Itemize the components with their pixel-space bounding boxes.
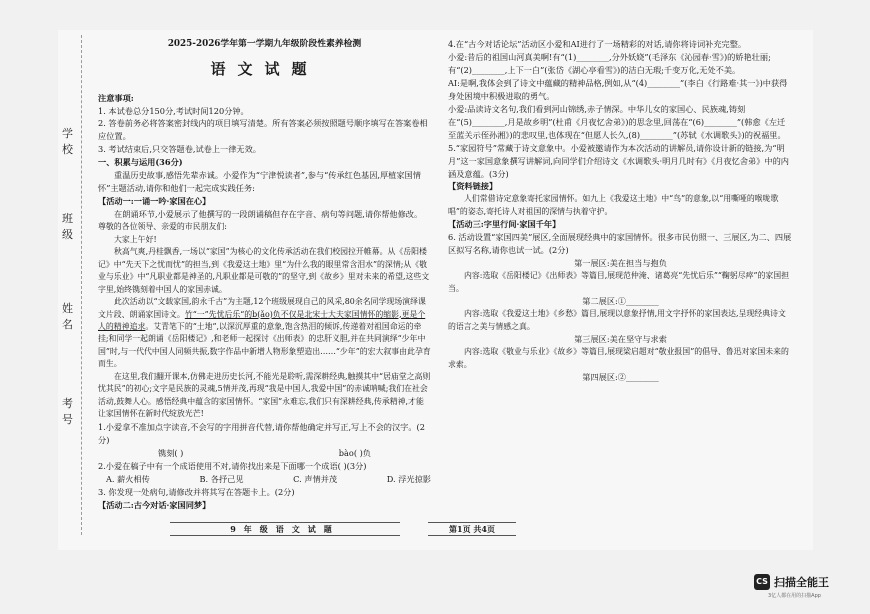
dialogue-line: 小爱:品读诗文名句,我们看到河山锦绣,赤子情深。中华儿女的家国心、民族魂,铸刻在“(5)________,月是故乡明”(杜甫《月夜忆舍弟》)的思念里,回荡在“(6)________”(韩愈《左迁至蓝关示侄孙湘》)的悲叹里,也体现在“但愿人长久,(8)________”(苏轼《水调歌头》)的祝福里。	[448, 103, 786, 140]
choice-d: D. 浮光掠影	[386, 473, 431, 484]
exam-name: 2025-2026学年第一学期九年级阶段性素养检测	[167, 39, 362, 49]
choice-b: B. 各抒己见	[199, 473, 244, 484]
logo-tagline: 3亿人都在用的扫描App	[768, 593, 821, 599]
zone-title: 第一展区:美在担当与抱负	[574, 258, 667, 269]
choice-c: C. 声情并茂	[293, 473, 338, 484]
notes-label: 注意事项:	[98, 92, 134, 103]
note-item: 1. 本试卷总分150分,考试时间120分钟。	[98, 105, 249, 116]
speech-greeting: 尊敬的各位领导、亲爱的市民朋友们:	[98, 222, 227, 232]
scanner-watermark	[754, 572, 864, 604]
binding-label: 学校	[62, 127, 73, 156]
binding-label: 考号	[62, 397, 73, 426]
question-1: 1.小爱拿不准加点字读音,不会写的字用拼音代替,请你帮他确定并写正,写上不会的汉字。(2分)	[98, 421, 425, 445]
material-label: 【资料链接】	[448, 181, 498, 192]
material-text: 人们常借诗定意象寄托家园情怀。如九上《我爱这土地》中“鸟”的意象,以“用嘶哑的喉咙歌唱”的姿态,寄托诗人对祖国的深情与执着守护。	[448, 194, 779, 216]
zone-content: 内容:选取《我爱这土地》《乡愁》篇目,展现以意象抒情,用文字抒怀的家国表达,呈现经典诗文的语言之美与情感之真。	[448, 309, 786, 331]
question-5: 5.“家园符号”常藏于诗文意象中。小爱被邀请作为本次活动的讲解员,请你设计新的链接,为“明月”这一家国意象撰写讲解词,向同学们介绍诗文《水调歌头·明月几时有》《月夜忆舍弟》中的内涵及意蕴。(3分)	[448, 142, 789, 179]
activity-heading: 【活动三:字里行间·家国千年】	[448, 219, 561, 230]
q1-item: bào( )负	[338, 447, 371, 458]
activity-intro: 在朗诵环节,小爱展示了他撰写的一段朗诵稿但存在字音、病句等问题,请你帮他修改。	[114, 209, 423, 220]
q1-item: 镌刻( )	[158, 447, 184, 458]
speech-hello: 大家上午好!	[114, 234, 157, 244]
speech-paragraph: 此次活动以“文载家国,韵永千古”为主题,12个班级展现自己的风采,80余名同学现场演绎课文片段、朗诵家国诗文。竹“一”先忧后乐“的b(ǎo)负不仅是北宋士大夫家国情怀的缩影,更是个人的精神追求。艾青笔下的“土地”,以深沉厚重的意象,饱含热泪的倾诉,传递着对祖国命运的牵挂;和同学一起朗诵《岳阳楼记》,和老师一起探讨《出师表》的忠肝义胆,并在共同演绎“少年中国”时,与一代代中国人同频共振,数字作品中新增人物形象塑造出……“少年”的宏大叙事由此孕育而生。	[98, 297, 431, 369]
underlined-sentence: 竹“一”先忧后乐“的b(ǎo)负不仅是北宋士大夫家国情怀的缩影,更是个人的精神追求	[98, 309, 426, 331]
dialogue-line: AI:是啊,我体会到了诗文中蕴藏的精神品格,例如,从“(4)________”(李白《行路难·其一》)中获得身处困境中积极进取的勇气。	[448, 77, 788, 101]
question-2: 2.小爱在稿子中有一个成语使用不对,请你找出来是下面哪一个成语( )(3分)	[98, 460, 367, 471]
binding-margin	[60, 35, 82, 535]
zone-title: 第二展区:①________	[582, 296, 659, 307]
speech-paragraph: 秋高气爽,丹桂飘香,一场以“家国”为核心的文化传承活动在我们校园拉开帷幕。从《岳阳楼记》中“先天下之忧而忧”的担当,到《我爱这土地》里“为什么我的眼里常含泪水”的深情;从《敬业与乐业》中“凡职业都是神圣的,凡职业都是可敬的”的坚守,到《故乡》里对未来的希望,这些文字里,始终镌刻着中国人的家国赤诚。	[98, 247, 430, 294]
right-column	[448, 38, 793, 384]
zone-title: 第四展区:②________	[582, 372, 659, 383]
speech-paragraph: 在这里,我们翻开课本,仿佛走进历史长河,不能光是聆听,需深耕经典,触摸其中“居庙堂之高则忧其民”的初心;文字是民族的灵魂,5情并茂,再现“我是中国人,我爱中国”的赤诚呐喊;我们在社会活动,鼓舞人心。感悟经典中蕴含的家国情怀。“家国”永难忘,我们只有深耕经典,传承精神,才能让家国情怀在新时代绽放光芒!	[98, 371, 431, 419]
camscanner-logo-icon: CS	[754, 574, 770, 590]
note-item: 3. 考试结束后,只交答题卷,试卷上一律无效。	[98, 144, 261, 155]
question-4: 4.在“古今对话论坛”活动区小爱和AI进行了一场精彩的对话,请你将诗词补充完整。	[448, 39, 747, 49]
binding-label: 班级	[62, 212, 73, 241]
q2-choices	[98, 473, 431, 486]
activity-heading: 【活动一:一诵一吟·家国在心】	[98, 196, 211, 207]
q1-items	[98, 447, 431, 460]
logo-name: 扫描全能王	[774, 576, 829, 589]
section-heading: 一、积累与运用(36分)	[98, 157, 183, 168]
question-3: 3. 你发现一处病句,请修改并将其写在答题卡上。(2分)	[98, 486, 295, 497]
paper-title: 语文试题	[210, 59, 319, 78]
section-intro: 重温历史故事,感悟先辈赤诚。小爱作为“宁津悦读者”,参与“传承红色基因,厚植家国情怀”主题活动,请你和他们一起完成实践任务:	[98, 170, 421, 194]
note-item: 2. 答卷前务必将答案密封线内的项目填写清楚。所有答案必须按照题号顺序填写在答案卷相应位置。	[98, 118, 428, 142]
activity-heading: 【活动二:古今对话·家国同梦】	[98, 499, 211, 510]
footer-page-number: 第1页 共4页	[428, 522, 516, 536]
zone-content: 内容:选取《敬业与乐业》《故乡》等篇目,展现梁启超对“敬业报国”的倡导、鲁迅对家国未来的求索。	[448, 347, 789, 369]
zone-title: 第三展区:美在坚守与求索	[574, 334, 667, 345]
choice-a: A. 薪火相传	[106, 473, 150, 484]
dialogue-line: 小爱:昔后的祖国山河真美啊!有“(1)________,分外妖娆”(毛泽东《沁园春·雪》)的娇艳壮丽;有“(2)________,上下一白”(张岱《湖心亭看雪》)的洁白无瑕;千变万化,无处不美。	[448, 51, 771, 75]
binding-label: 姓名	[62, 302, 73, 331]
question-6: 6. 活动设置“家国四美”展区,全面展现经典中的家国情怀。很多市民仿照一、三展区,为二、四展区拟写名称,请你也试一试。(2分)	[448, 232, 792, 256]
footer-subject: 9年级语文试题	[170, 522, 400, 536]
left-column	[98, 38, 431, 512]
zone-content: 内容:选取《岳阳楼记》《出师表》等篇目,展现范仲淹、诸葛亮“先忧后乐”“鞠躬尽瘁”的家国担当。	[448, 271, 790, 293]
